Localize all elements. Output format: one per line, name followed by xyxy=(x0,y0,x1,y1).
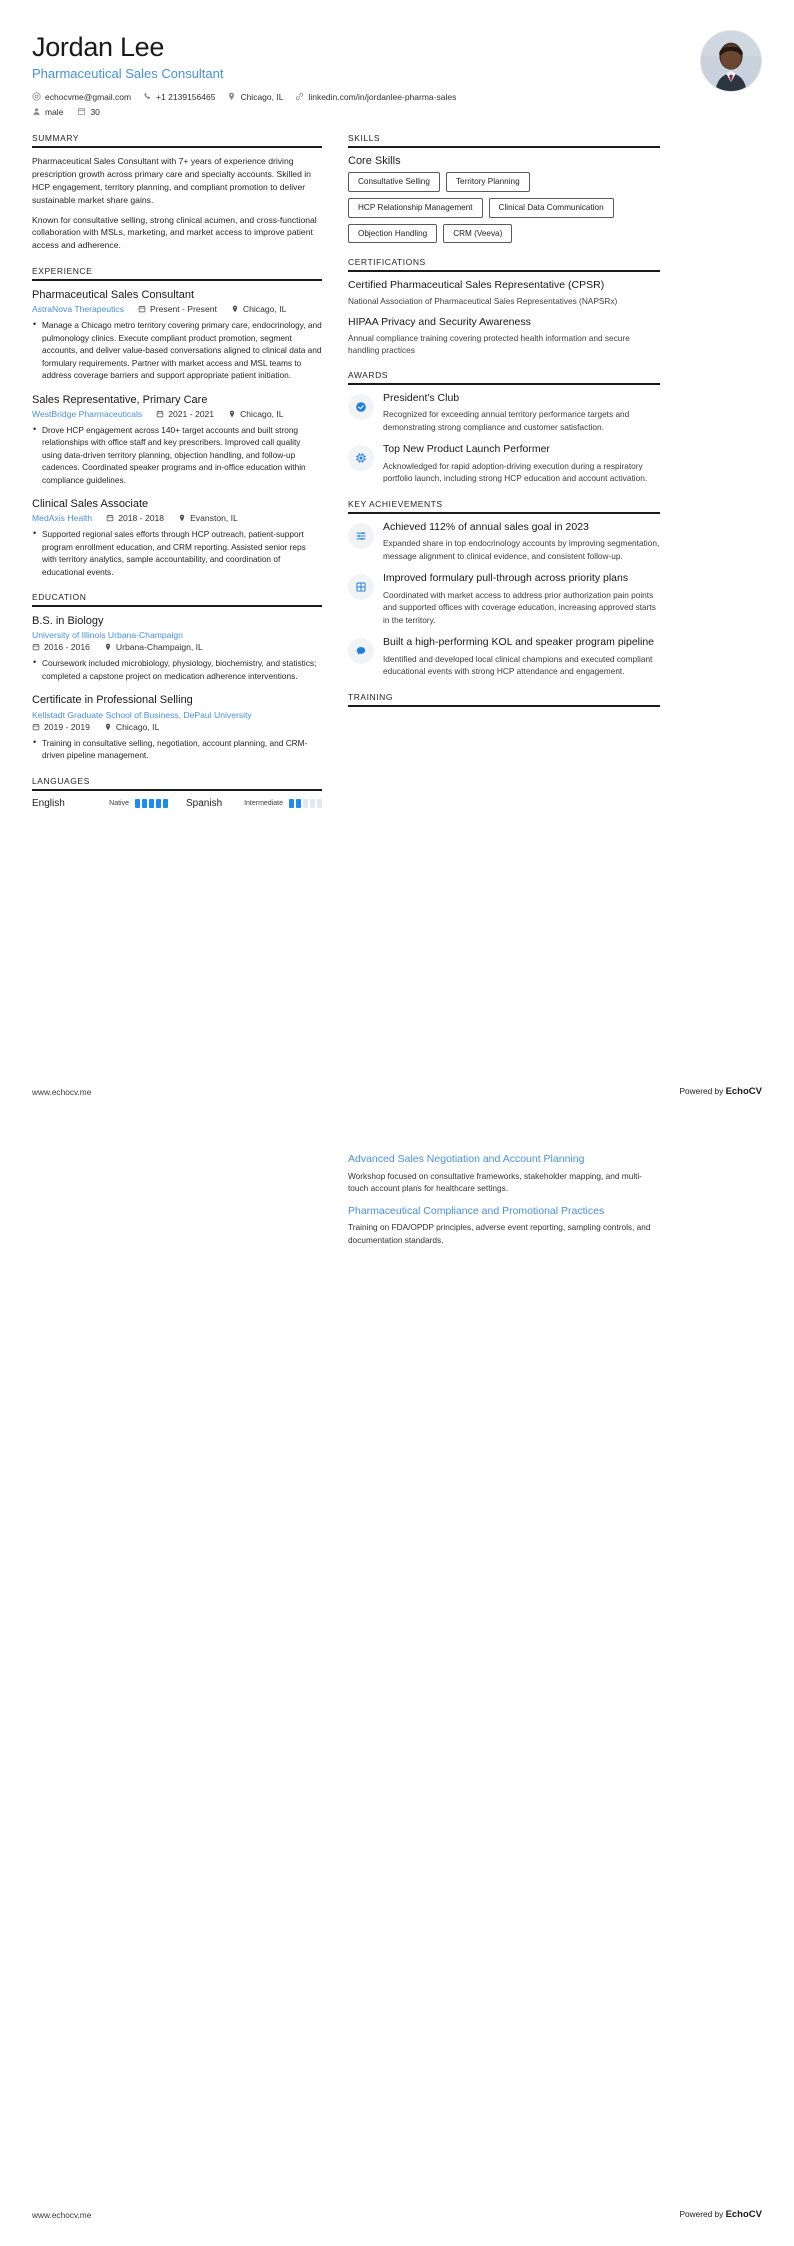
summary-paragraph: Pharmaceutical Sales Consultant with 7+ years of experience driving prescription growth across primary care and specialty accounts. Skilled in HCP engagement, territory planning, and compliant promotion to deliver sustainable market share gains. xyxy=(32,155,311,205)
training-name[interactable]: Advanced Sales Negotiation and Account Planning xyxy=(348,1153,585,1165)
language-item xyxy=(32,798,168,809)
certification-issuer: National Association of Pharmaceutical Sales Representatives (NAPSRx) xyxy=(348,296,618,307)
experience-job-title: Pharmaceutical Sales Consultant xyxy=(32,289,195,302)
summary-rule xyxy=(32,146,322,148)
footer-brand-name: EchoCV xyxy=(725,2209,762,2220)
footer-powered-prefix: Powered by xyxy=(679,2209,726,2219)
page-footer xyxy=(32,1086,762,1097)
experience-title: EXPERIENCE xyxy=(32,266,93,277)
experience-location xyxy=(178,513,238,523)
education-location xyxy=(104,642,203,652)
award-description: Recognized for exceeding annual territory performance targets and demonstrating strong compliance and customer satisfaction. xyxy=(383,409,630,432)
education-entry xyxy=(32,614,322,682)
resume-body xyxy=(32,133,762,823)
skills-rule xyxy=(348,146,660,148)
education-dates xyxy=(32,722,90,732)
experience-bullet: • Supported regional sales efforts through HCP outreach, patient-support program enrollment education, and CRM reporting. Assisted senior reps with territory analytics, sample accountability, and coordination of educational events. xyxy=(32,528,322,578)
section-certifications xyxy=(348,257,660,355)
education-location-text: Chicago, IL xyxy=(115,721,160,732)
education-meta-dates xyxy=(32,642,322,652)
education-dates-text: 2019 - 2019 xyxy=(44,721,90,732)
training-description: Workshop focused on consultative frameworks, stakeholder mapping, and multi-touch account plans for healthcare settings. xyxy=(348,1170,643,1194)
experience-meta xyxy=(32,513,322,523)
person-icon xyxy=(32,107,41,116)
section-education xyxy=(32,592,322,761)
section-experience xyxy=(32,266,322,578)
education-dates-text: 2016 - 2016 xyxy=(44,642,90,653)
contact-age xyxy=(77,107,99,117)
chat-glyph xyxy=(355,645,367,657)
language-item xyxy=(186,798,322,809)
summary-title: SUMMARY xyxy=(32,132,80,143)
section-key-achievements xyxy=(348,499,660,678)
contact-gender-text: male xyxy=(45,106,64,117)
experience-location-text: Chicago, IL xyxy=(240,408,284,419)
achievement-title: Achieved 112% of annual sales goal in 2023 xyxy=(383,520,589,533)
training-name[interactable]: Pharmaceutical Compliance and Promotional Practices xyxy=(348,1204,605,1217)
footer-powered-prefix: Powered by xyxy=(679,1086,726,1096)
language-level: Intermediate xyxy=(244,799,283,807)
language-name: English xyxy=(32,797,65,809)
achievement-description: Coordinated with market access to address prior authorization pain points and supported offices with coverage education, increasing approved starts in the territory. xyxy=(383,589,656,625)
experience-entry xyxy=(32,288,322,381)
dot xyxy=(317,799,322,808)
contact-location xyxy=(227,92,283,102)
link-icon xyxy=(295,92,304,101)
education-bullets xyxy=(32,657,322,682)
dot xyxy=(149,799,154,808)
experience-dates xyxy=(138,304,217,314)
calendar-icon xyxy=(106,514,114,522)
awards-rule xyxy=(348,383,660,385)
dot xyxy=(310,799,315,808)
section-summary xyxy=(32,133,322,252)
avatar-illustration xyxy=(701,31,761,91)
contact-phone[interactable] xyxy=(143,92,215,102)
education-bullet: • Training in consultative selling, negotiation, account planning, and CRM-driven pipeline management. xyxy=(32,737,322,762)
dot xyxy=(289,799,294,808)
award-description: Acknowledged for rapid adoption-driving execution during a respiratory portfolio launch, including strong HCP education and account activation. xyxy=(383,460,648,484)
contact-location-text: Chicago, IL xyxy=(240,91,284,102)
education-rule xyxy=(32,605,322,607)
location-icon xyxy=(104,723,112,731)
experience-company[interactable]: MedAxis Health xyxy=(32,513,93,524)
dot xyxy=(163,799,168,808)
experience-job-title: Sales Representative, Primary Care xyxy=(32,393,208,406)
calendar-icon xyxy=(77,107,86,116)
sliders-icon xyxy=(348,523,374,549)
experience-job-title: Clinical Sales Associate xyxy=(32,498,149,511)
education-title: EDUCATION xyxy=(32,592,87,603)
location-icon xyxy=(231,305,239,313)
key-achievements-rule xyxy=(348,512,660,514)
certification-name: Certified Pharmaceutical Sales Representative (CPSR) xyxy=(348,279,605,292)
language-proficiency-dots xyxy=(289,799,322,808)
education-degree: B.S. in Biology xyxy=(32,615,104,628)
certification-name: HIPAA Privacy and Security Awareness xyxy=(348,316,531,329)
skills-title: SKILLS xyxy=(348,132,381,143)
award-title: President's Club xyxy=(383,391,460,404)
achievement-title: Improved formulary pull-through across priority plans xyxy=(383,572,629,585)
achievement-item xyxy=(348,572,660,626)
training-rule xyxy=(348,705,660,707)
training-item xyxy=(348,1153,660,1195)
language-name: Spanish xyxy=(186,797,223,809)
experience-location xyxy=(231,304,286,314)
contact-email[interactable] xyxy=(32,92,131,102)
education-school[interactable]: University of Illinois Urbana-Champaign xyxy=(32,630,183,641)
section-training-continued xyxy=(348,1153,660,1246)
certification-item xyxy=(348,279,660,307)
certification-item xyxy=(348,316,660,356)
location-icon xyxy=(178,514,186,522)
footer-brand xyxy=(679,1086,762,1097)
section-skills xyxy=(348,133,660,244)
contact-linkedin[interactable] xyxy=(295,92,456,102)
experience-bullets xyxy=(32,319,322,381)
skill-chip: Consultative Selling xyxy=(348,172,440,192)
award-item xyxy=(348,443,660,485)
education-entry xyxy=(32,693,322,761)
contact-row-secondary xyxy=(32,107,686,117)
contact-linkedin-text: linkedin.com/in/jordanlee-pharma-sales xyxy=(308,91,457,102)
contact-row-primary xyxy=(32,92,686,102)
experience-dates-text: 2018 - 2018 xyxy=(118,513,165,524)
skill-chip: CRM (Veeva) xyxy=(443,224,512,244)
training-title: TRAINING xyxy=(348,691,394,702)
check-circle-glyph xyxy=(355,401,367,413)
experience-bullets xyxy=(32,528,322,578)
email-icon xyxy=(32,92,41,101)
award-title: Top New Product Launch Performer xyxy=(383,443,550,456)
award-body xyxy=(383,392,660,434)
summary-paragraph: Known for consultative selling, strong clinical acumen, and cross-functional collaboration with MSLs, marketing, and market access to improve patient access and adherence. xyxy=(32,214,317,251)
skills-group-label: Core Skills xyxy=(348,154,401,167)
right-column xyxy=(348,133,660,721)
right-column-2 xyxy=(348,1153,660,1260)
header-left xyxy=(32,30,686,117)
skill-chip: Clinical Data Communication xyxy=(489,198,614,218)
experience-bullet: • Manage a Chicago metro territory covering primary care, endocrinology, and pulmonology clinics. Execute compliant product promotion, segment accounts, and deliver value-based conversations aligned to clinical data and formulary requirements. Partner with market access and MSL teams to address coverage barriers and support appropriate patient initiation. xyxy=(32,319,322,381)
education-dates xyxy=(32,642,90,652)
experience-entry xyxy=(32,393,322,486)
education-degree: Certificate in Professional Selling xyxy=(32,694,193,707)
education-location-text: Urbana-Champaign, IL xyxy=(115,642,203,653)
grid-icon xyxy=(348,574,374,600)
experience-location-text: Chicago, IL xyxy=(242,304,287,315)
contact-gender xyxy=(32,107,63,117)
training-item xyxy=(348,1205,660,1247)
experience-rule xyxy=(32,279,322,281)
chip-glyph xyxy=(355,452,367,464)
footer-site[interactable]: www.echocv.me xyxy=(32,2209,92,2220)
dot xyxy=(303,799,308,808)
award-body xyxy=(383,443,660,485)
contact-phone-text: +1 2139156465 xyxy=(156,91,216,102)
location-icon xyxy=(227,92,236,101)
achievement-body xyxy=(383,521,660,563)
awards-title: AWARDS xyxy=(348,369,388,380)
dot xyxy=(135,799,140,808)
resume-header xyxy=(32,30,762,123)
resume-sheet-2 xyxy=(0,1123,794,2246)
contact-age-text: 30 xyxy=(90,106,100,117)
experience-dates xyxy=(106,513,164,523)
experience-bullets xyxy=(32,424,322,486)
footer-brand xyxy=(679,2209,762,2220)
achievement-body xyxy=(383,636,660,678)
achievement-description: Identified and developed local clinical champions and executed compliant educational events with strong HCP attendance and engagement. xyxy=(383,653,653,677)
education-location xyxy=(104,722,159,732)
language-proficiency-dots xyxy=(135,799,168,808)
certifications-rule xyxy=(348,270,660,272)
key-achievements-title: KEY ACHIEVEMENTS xyxy=(348,498,443,509)
footer-site[interactable]: www.echocv.me xyxy=(32,1086,92,1097)
education-meta-dates xyxy=(32,722,322,732)
education-meta xyxy=(32,630,322,640)
section-languages xyxy=(32,776,322,809)
avatar xyxy=(700,30,762,92)
certifications-title: CERTIFICATIONS xyxy=(348,257,426,268)
skill-chip: Objection Handling xyxy=(348,224,437,244)
resume-body-2 xyxy=(32,1153,762,1260)
achievement-item xyxy=(348,521,660,563)
grid-glyph xyxy=(355,581,367,593)
contact-email-text: echocvme@gmail.com xyxy=(45,91,132,102)
location-icon xyxy=(228,410,236,418)
calendar-icon xyxy=(32,723,40,731)
dot xyxy=(142,799,147,808)
experience-company[interactable]: AstraNova Therapeutics xyxy=(32,304,125,315)
experience-location xyxy=(228,409,283,419)
page-footer-2 xyxy=(32,2209,762,2220)
languages-row xyxy=(32,798,322,809)
achievement-body xyxy=(383,572,660,626)
languages-rule xyxy=(32,789,322,791)
award-item xyxy=(348,392,660,434)
footer-brand-name: EchoCV xyxy=(725,1086,762,1097)
chat-icon xyxy=(348,638,374,664)
calendar-icon xyxy=(32,643,40,651)
education-meta xyxy=(32,710,322,720)
location-icon xyxy=(104,643,112,651)
experience-meta xyxy=(32,409,322,419)
language-level: Native xyxy=(109,799,129,807)
experience-location-text: Evanston, IL xyxy=(190,513,238,524)
achievement-description: Expanded share in top endocrinology accounts by improving segmentation, message alignment to clinical evidence, and consistent follow-up. xyxy=(383,538,660,561)
sliders-glyph xyxy=(355,530,367,542)
phone-icon xyxy=(143,92,152,101)
calendar-icon xyxy=(138,305,146,313)
dot xyxy=(156,799,161,808)
experience-meta xyxy=(32,304,322,314)
skill-chip: HCP Relationship Management xyxy=(348,198,483,218)
left-column xyxy=(32,133,322,823)
section-training-heading xyxy=(348,692,660,707)
candidate-name: Jordan Lee xyxy=(32,32,165,62)
education-school[interactable]: Kellstadt Graduate School of Business, DePaul University xyxy=(32,709,252,720)
training-description: Training on FDA/OPDP principles, adverse event reporting, sampling controls, and documentation standards. xyxy=(348,1222,651,1245)
certification-issuer: Annual compliance training covering protected health information and secure handling practices xyxy=(348,332,630,355)
experience-company[interactable]: WestBridge Pharmaceuticals xyxy=(32,408,143,419)
experience-dates-text: 2021 - 2021 xyxy=(168,408,215,419)
dot xyxy=(296,799,301,808)
skill-chip: Territory Planning xyxy=(446,172,530,192)
calendar-icon xyxy=(156,410,164,418)
skills-chip-list xyxy=(348,172,660,244)
section-awards xyxy=(348,370,660,485)
education-bullets xyxy=(32,737,322,762)
achievement-title: Built a high-performing KOL and speaker program pipeline xyxy=(383,636,655,649)
check-circle-icon xyxy=(348,394,374,420)
experience-bullet: • Drove HCP engagement across 140+ target accounts and built strong relationships with office staff and key prescribers. Improved call quality using data-driven territory planning, objection handling, and follow-up cadences. Coordinated speaker programs and in-office education within compliance guidelines. xyxy=(32,424,322,486)
experience-dates-text: Present - Present xyxy=(150,304,217,315)
languages-title: LANGUAGES xyxy=(32,775,90,786)
chip-icon xyxy=(348,445,374,471)
experience-entry xyxy=(32,497,322,578)
education-bullet: • Coursework included microbiology, physiology, biochemistry, and statistics; completed a capstone project on medication adherence interventions. xyxy=(32,657,322,682)
candidate-role: Pharmaceutical Sales Consultant xyxy=(32,66,224,82)
achievement-item xyxy=(348,636,660,678)
experience-dates xyxy=(156,409,214,419)
